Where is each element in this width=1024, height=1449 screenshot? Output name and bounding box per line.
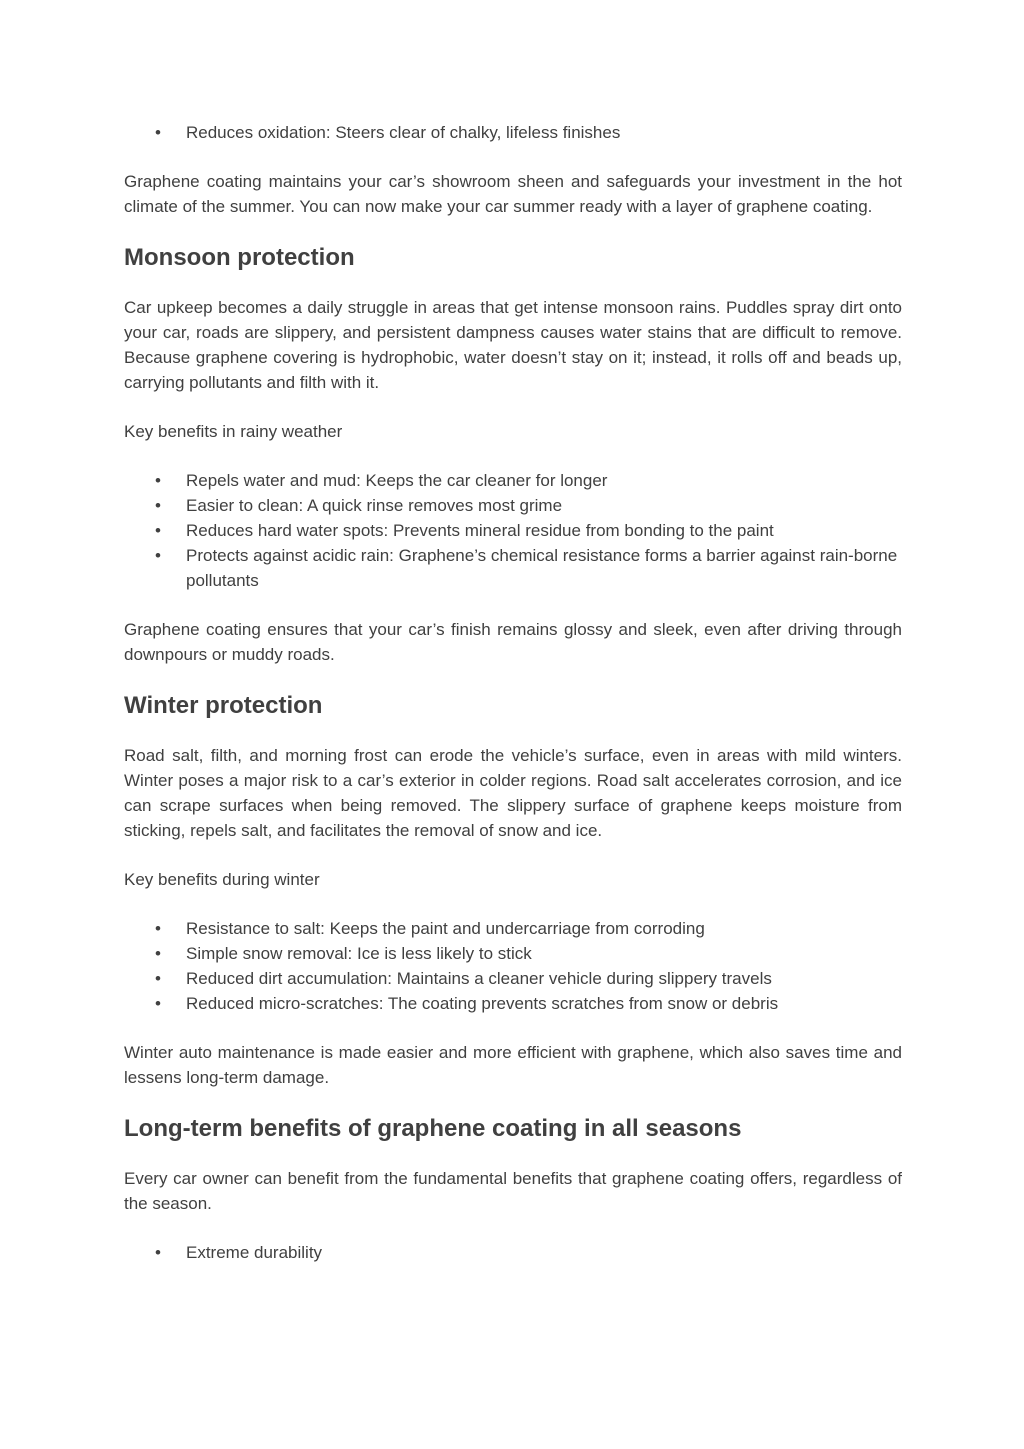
monsoon-benefits-list [124,468,902,593]
winter-heading: Winter protection [124,692,323,719]
longterm-benefits-list [124,1240,902,1265]
summer-closing-paragraph: Graphene coating maintains your car’s showroom sheen and safeguards your investment in the hot climate of the summer. You can now make your car summer ready with a layer of graphene coating. [124,172,902,216]
monsoon-closing-paragraph: Graphene coating ensures that your car’s finish remains glossy and sleek, even after driving through downpours or muddy roads. [124,620,902,664]
list-item: • Reduced dirt accumulation: Maintains a cleaner vehicle during slippery travels [124,966,902,991]
list-item: • Reduces oxidation: Steers clear of chalky, lifeless finishes [124,120,902,145]
list-item: • Easier to clean: A quick rinse removes most grime [124,493,902,518]
list-item: • Reduces hard water spots: Prevents mineral residue from bonding to the paint [124,518,902,543]
list-item: • Reduced micro-scratches: The coating prevents scratches from snow or debris [124,991,902,1016]
winter-benefits-intro: Key benefits during winter [124,870,320,889]
longterm-paragraph: Every car owner can benefit from the fundamental benefits that graphene coating offers, regardless of the season. [124,1169,902,1213]
list-item: • Resistance to salt: Keeps the paint and undercarriage from corroding [124,916,902,941]
document-page [124,120,902,1265]
winter-paragraph: Road salt, filth, and morning frost can erode the vehicle’s surface, even in areas with mild winters. Winter poses a major risk to a car’s exterior in colder regions. Road salt accelerates corrosion, and ice can scrape surfaces when being removed. The slippery surface of graphene keeps moisture from sticking, repels salt, and facilitates the removal of snow and ice. [124,746,902,840]
list-item: • Extreme durability [124,1240,902,1265]
monsoon-paragraph: Car upkeep becomes a daily struggle in areas that get intense monsoon rains. Puddles spray dirt onto your car, roads are slippery, and persistent dampness causes water stains that are difficult to remove. Because graphene covering is hydrophobic, water doesn’t stay on it; instead, it rolls off and beads up, carrying pollutants and filth with it. [124,298,902,392]
winter-benefits-list [124,916,902,1016]
oxidation-list [124,120,902,145]
monsoon-benefits-intro: Key benefits in rainy weather [124,422,343,441]
list-item: • Repels water and mud: Keeps the car cleaner for longer [124,468,902,493]
monsoon-heading: Monsoon protection [124,244,355,271]
winter-closing-paragraph: Winter auto maintenance is made easier and more efficient with graphene, which also saves time and lessens long-term damage. [124,1043,902,1087]
list-item: • Simple snow removal: Ice is less likely to stick [124,941,902,966]
longterm-heading: Long-term benefits of graphene coating in all seasons [124,1115,742,1142]
list-item: • Protects against acidic rain: Graphene’s chemical resistance forms a barrier against rain-borne pollutants [124,543,902,593]
